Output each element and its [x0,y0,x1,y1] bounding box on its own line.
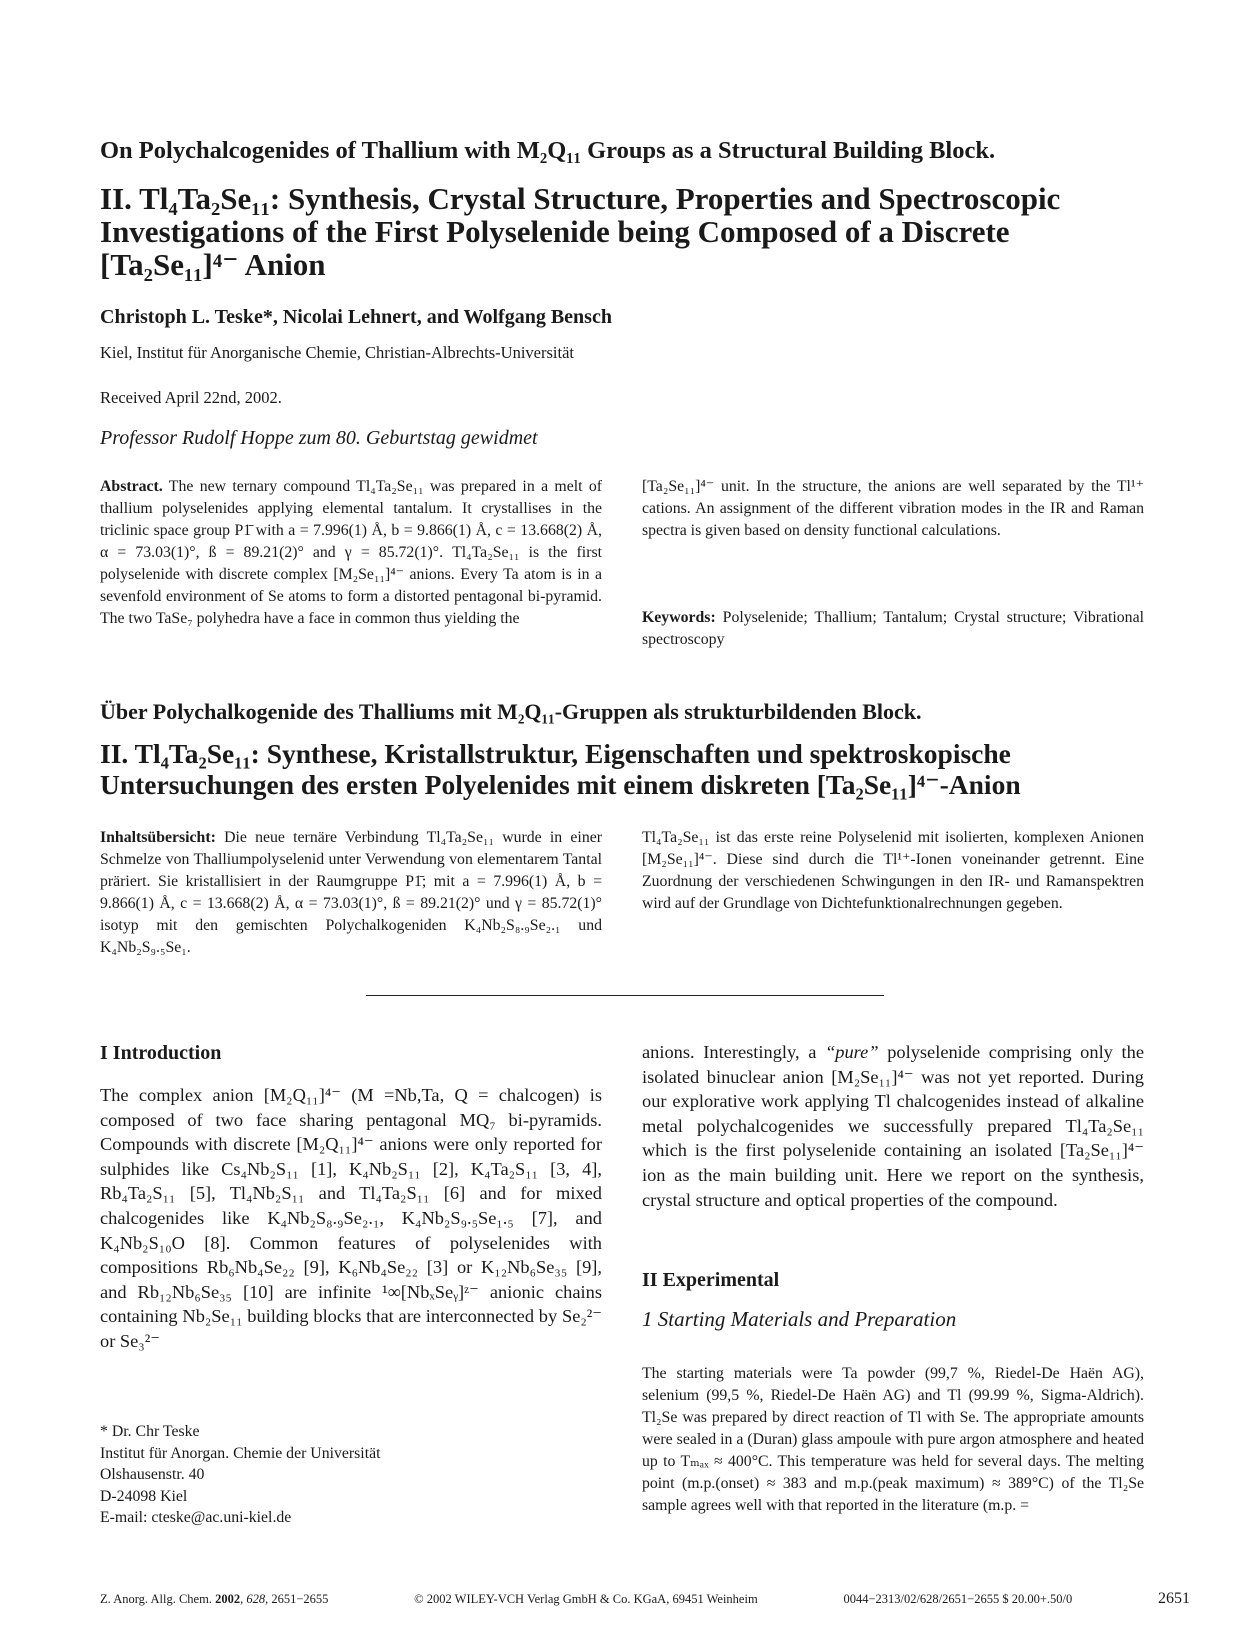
german-summary-label: Inhaltsübersicht: [100,829,216,846]
german-title [100,738,1180,800]
journal-pages: 2651−2655 [271,1592,329,1606]
keywords-text: Polyselenide; Thallium; Tantalum; Crystal structure; Vibrational spectroscopy [642,609,1144,648]
issn-code: 0044−2313/02/628/2651−2655 $ 20.00+.50/0 [843,1592,1073,1606]
experimental-heading: II Experimental [642,1269,780,1291]
german-title-line-2: Untersuchungen des ersten Polyelenides mit einem diskreten [Ta₂Se₁₁]⁴⁻-Anion [100,769,1021,800]
abstract-left-column [100,476,602,630]
footnote-line-4: D-24098 Kiel [100,1487,188,1505]
german-summary-left-column [100,827,602,959]
introduction-text-continued [642,1040,1144,1212]
german-summary-text-continued: Tl₄Ta₂Se₁₁ ist das erste reine Polyselenid mit isolierten, komplexen Anionen [M₂Se₁₁]⁴⁻. Diese sind durch die Tl¹⁺-Ionen voneinander getrennt. Eine Zuordnung der verschiedenen Schwingungen in den IR- und Ramanspektren wird auf der Grundlage von Dichtefunktionalrechnungen gegeben. [642,829,1144,912]
introduction-text [100,1083,602,1354]
introduction-paragraph: The complex anion [M₂Q₁₁]⁴⁻ (M =Nb,Ta, Q = chalcogen) is composed of two face sharing pentagonal MQ₇ bi-pyramids. Compounds with discrete [M₂Q₁₁]⁴⁻ anions were only reported for sulphides like Cs₄Nb₂S₁₁ [1], K₄Nb₂S₁₁ [2], K₄Ta₂S₁₁ [3, 4], Rb₄Ta₂S₁₁ [5], Tl₄Nb₂S₁₁ and Tl₄Ta₂S₁₁ [6] and for mixed chalcogenides like K₄Nb₂S₈.₉Se₂.₁, K₄Nb₂S₉.₅Se₁.₅ [7], and K₄Nb₂S₁₀O [8]. Common features of polyselenides with compositions Rb₆Nb₄Se₂₂ [9], K₆Nb₄Se₂₂ [3] or K₁₂Nb₆Se₃₅ [9], and Rb₁₂Nb₆Se₃₅ [10] are infinite ¹∞[NbₓSeᵧ]ᶻ⁻ anionic chains containing Nb₂Se₁₁ building blocks that are interconnected by Se₂²⁻ or Se₃²⁻ [100,1085,602,1351]
footnote-line-1: * Dr. Chr Teske [100,1423,200,1440]
experimental-subheading: 1 Starting Materials and Preparation [642,1307,957,1331]
german-series-title: Über Polychalkogenide des Thalliums mit M₂Q₁₁-Gruppen als strukturbildenden Block. [100,699,922,724]
abstract-text-continued: [Ta₂Se₁₁]⁴⁻ unit. In the structure, the anions are well separated by the Tl¹⁺ cations. An assignment of the different vibration modes in the IR and Raman spectra is given based on density functional calculations. [642,478,1144,539]
received-date: Received April 22nd, 2002. [100,388,282,407]
abstract-text: The new ternary compound Tl₄Ta₂Se₁₁ was prepared in a melt of thallium polyselenides applying elemental tantalum. It crystallises in the triclinic space group P1̄ with a = 7.996(1) Å, b = 9.866(1) Å, c = 13.668(2) Å, α = 73.03(1)°, ß = 89.21(2)° and γ = 85.72(1)°. Tl₄Ta₂Se₁₁ is the first polyselenide with discrete complex [M₂Se₁₁]⁴⁻ anions. Every Ta atom is in a sevenfold environment of Se atoms to form a distorted pentagonal bi-pyramid. The two TaSe₇ polyhedra have a face in common thus yielding the [100,478,602,627]
author-footnote [100,1421,381,1529]
citation: Z. Anorg. Allg. Chem. 2002, 628, 2651−2655 [100,1592,329,1606]
german-summary-text: Die neue ternäre Verbindung Tl₄Ta₂Se₁₁ wurde in einer Schmelze von Thalliumpolyselenid unter Verwendung von elementarem Tantal präriert. Sie kristallisiert in der Raumgruppe P1̄; mit a = 7.996(1) Å, b = 9.866(1) Å, c = 13.668(2) Å, α = 73.03(1)°, ß = 89.21(2)° und γ = 85.72(1)° isotyp mit den gemischten Polychalkogeniden K₄Nb₂S₈.₉Se₂.₁ und K₄Nb₂S₉.₅Se₁. [100,829,602,956]
main-title [100,182,1180,281]
german-title-line-1: II. Tl₄Ta₂Se₁₁: Synthese, Kristallstruktur, Eigenschaften und spektroskopische [100,738,1011,769]
copyright: © 2002 WILEY-VCH Verlag GmbH & Co. KGaA, 69451 Weinheim [414,1592,758,1606]
abstract-label: Abstract. [100,478,163,495]
main-title-line-2: Investigations of the First Polyselenide being Composed of a Discrete [100,214,1010,249]
introduction-continued-a: anions. Interestingly, a [642,1042,826,1062]
page-footer [100,1590,1190,1608]
footnote-line-2: Institut für Anorgan. Chemie der Universität [100,1444,381,1462]
journal-year: 2002 [215,1592,241,1606]
main-title-line-3: [Ta₂Se₁₁]⁴⁻ Anion [100,247,326,282]
introduction-continued-pure: “pure” [825,1042,879,1062]
abstract-right-column [642,476,1144,542]
introduction-heading: I Introduction [100,1042,222,1064]
keywords [642,607,1144,651]
affiliation: Kiel, Institut für Anorganische Chemie, Christian-Albrechts-Universität [100,343,574,362]
german-summary-right-column [642,827,1144,915]
journal-volume: 628 [246,1592,266,1606]
experimental-text [642,1347,1144,1533]
section-divider [366,995,884,996]
dedication: Professor Rudolf Hoppe zum 80. Geburtstag gewidmet [100,427,538,449]
experimental-paragraph: The starting materials were Ta powder (99,7 %, Riedel-De Haën AG), selenium (99,5 %, Riedel-De Haën AG) and Tl (99.99 %, Sigma-Aldrich). Tl₂Se was prepared by direct reaction of Tl with Se. The appropriate amounts were sealed in a (Duran) glass ampoule with pure argon atmosphere and heated up to Tₘₐₓ ≈ 400°C. This temperature was held for several days. The melting point (m.p.(onset) ≈ 383 and m.p.(peak maximum) ≈ 389°C) of the Tl₂Se sample agrees well with that reported in the literature (m.p. = [642,1364,1144,1514]
journal-name: Z. Anorg. Allg. Chem. [100,1592,212,1606]
footnote-line-5: E-mail: cteske@ac.uni-kiel.de [100,1509,292,1526]
introduction-continued-b: polyselenide comprising only the isolated binuclear anion [M₂Se₁₁]⁴⁻ was not yet reported. During our explorative work applying Tl chalcogenides instead of alkaline metal polychalcogenides we successfully prepared Tl₄Ta₂Se₁₁ which is the first polyselenide containing an isolated [Ta₂Se₁₁]⁴⁻ ion as the main building unit. Here we report on the synthesis, crystal structure and optical properties of the compound. [642,1042,1144,1210]
main-title-line-1: II. Tl₄Ta₂Se₁₁: Synthesis, Crystal Structure, Properties and Spectroscopic [100,181,1061,216]
series-title: On Polychalcogenides of Thallium with M₂Q₁₁ Groups as a Structural Building Block. [100,137,996,164]
keywords-label: Keywords: [642,609,716,626]
footnote-line-3: Olshausenstr. 40 [100,1466,205,1483]
authors: Christoph L. Teske*, Nicolai Lehnert, and Wolfgang Bensch [100,306,612,328]
page-number: 2651 [1158,1590,1190,1607]
